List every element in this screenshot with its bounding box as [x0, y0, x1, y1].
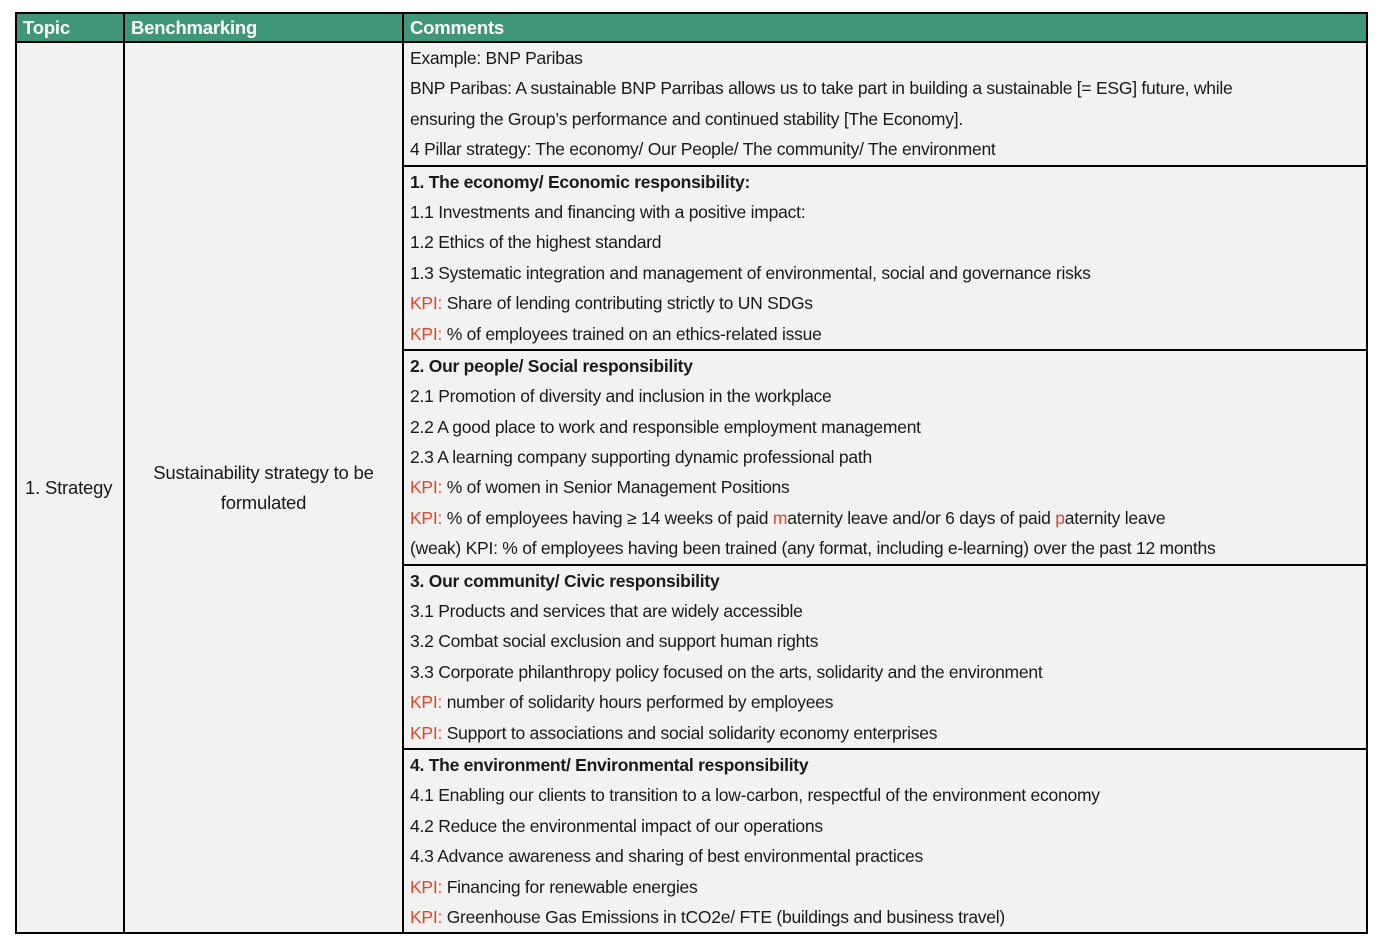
comments-sections	[404, 43, 1366, 932]
header-comments: Comments	[410, 17, 504, 38]
comment-section	[404, 43, 1366, 167]
comment-line	[404, 533, 1366, 563]
comment-line	[404, 626, 1366, 656]
comment-section	[404, 566, 1366, 750]
text-segment: KPI:	[410, 507, 443, 528]
text-segment: KPI:	[410, 722, 443, 743]
comment-line	[404, 596, 1366, 626]
comment-line	[404, 657, 1366, 687]
text-segment: Example: BNP Paribas	[410, 48, 583, 68]
text-segment: 4.2 Reduce the environmental impact of our operations	[410, 815, 823, 836]
comment-line	[404, 412, 1366, 442]
text-segment: 4.3 Advance awareness and sharing of best environmental practices	[410, 846, 923, 867]
text-segment: 4 Pillar strategy: The economy/ Our People/ The community/ The environment	[410, 139, 996, 160]
benchmarking-cell: Sustainability strategy to be formulated	[125, 43, 404, 932]
text-segment: KPI:	[410, 477, 443, 498]
comment-line	[404, 902, 1366, 932]
text-segment: 3.2 Combat social exclusion and support human rights	[410, 631, 819, 652]
comment-line	[404, 258, 1366, 288]
comment-section	[404, 750, 1366, 932]
comment-line	[404, 841, 1366, 871]
text-segment: BNP Paribas: A sustainable BNP Parribas allows us to take part in building a sustainable [= ESG] future, while	[410, 78, 1233, 99]
text-segment: 2.3 A learning company supporting dynamic professional path	[410, 447, 872, 468]
comment-section	[404, 351, 1366, 566]
text-segment: KPI:	[410, 692, 443, 713]
text-segment: (weak) KPI: % of employees having been trained (any format, including e-learning) over the past 12 months	[410, 538, 1216, 559]
comment-line	[404, 134, 1366, 164]
comment-line	[404, 750, 1366, 780]
text-segment: 2.1 Promotion of diversity and inclusion in the workplace	[410, 386, 832, 407]
text-segment: % of women in Senior Management Positions	[442, 477, 790, 498]
comment-line	[404, 780, 1366, 810]
text-segment: Support to associations and social solidarity economy enterprises	[442, 722, 938, 743]
comment-line	[404, 73, 1366, 103]
text-segment: 3.3 Corporate philanthropy policy focused on the arts, solidarity and the environment	[410, 661, 1043, 682]
comment-line	[404, 351, 1366, 381]
comment-line	[404, 197, 1366, 227]
text-segment: 1.3 Systematic integration and management of environmental, social and governance risks	[410, 262, 1091, 283]
text-segment: 1.1 Investments and financing with a positive impact:	[410, 201, 806, 222]
text-segment: 2. Our people/ Social responsibility	[410, 355, 693, 376]
comment-line	[404, 872, 1366, 902]
header-topic: Topic	[17, 14, 125, 41]
table-header-row	[17, 14, 1366, 43]
header-benchmarking: Benchmarking	[125, 14, 404, 41]
text-segment: 2.2 A good place to work and responsible employment management	[410, 416, 921, 437]
comment-line	[404, 687, 1366, 717]
comment-line	[404, 503, 1366, 533]
text-segment: 1. The economy/ Economic responsibility:	[410, 171, 751, 192]
text-segment: Financing for renewable energies	[442, 876, 698, 897]
comment-line	[404, 288, 1366, 318]
comment-line	[404, 811, 1366, 841]
text-segment: ensuring the Group’s performance and continued stability [The Economy].	[410, 108, 963, 129]
comment-line	[404, 227, 1366, 257]
table-body-row	[17, 43, 1366, 932]
text-segment: KPI:	[410, 906, 443, 927]
comment-section	[404, 167, 1366, 351]
text-segment: 4.1 Enabling our clients to transition to a low-carbon, respectful of the environment economy	[410, 785, 1100, 806]
text-segment: % of employees having ≥ 14 weeks of paid	[442, 507, 773, 528]
text-segment: aternity leave	[1064, 507, 1166, 528]
text-segment: Share of lending contributing strictly to UN SDGs	[442, 293, 813, 314]
text-segment: 3. Our community/ Civic responsibility	[410, 570, 720, 591]
comment-line	[404, 718, 1366, 748]
text-segment: KPI:	[410, 293, 443, 314]
text-segment: m	[772, 507, 788, 528]
text-segment: p	[1055, 507, 1065, 528]
comment-line	[404, 566, 1366, 596]
comment-line	[404, 43, 1366, 73]
text-segment: number of solidarity hours performed by employees	[442, 692, 834, 713]
comment-line	[404, 381, 1366, 411]
comment-line	[404, 442, 1366, 472]
text-segment: 4. The environment/ Environmental responsibility	[410, 754, 809, 775]
text-segment: 1.2 Ethics of the highest standard	[410, 232, 662, 253]
text-segment: Greenhouse Gas Emissions in tCO2e/ FTE (buildings and business travel)	[442, 906, 1006, 927]
comment-line	[404, 104, 1366, 134]
text-segment: % of employees trained on an ethics-related issue	[442, 323, 822, 344]
comment-line	[404, 472, 1366, 502]
topic-cell: 1. Strategy	[17, 43, 125, 932]
text-segment: KPI:	[410, 323, 443, 344]
text-segment: aternity leave and/or 6 days of paid	[787, 507, 1056, 528]
comment-line	[404, 319, 1366, 349]
benchmarking-table	[15, 12, 1368, 934]
text-segment: 3.1 Products and services that are widely accessible	[410, 601, 803, 622]
text-segment: KPI:	[410, 876, 443, 897]
comment-line	[404, 167, 1366, 197]
